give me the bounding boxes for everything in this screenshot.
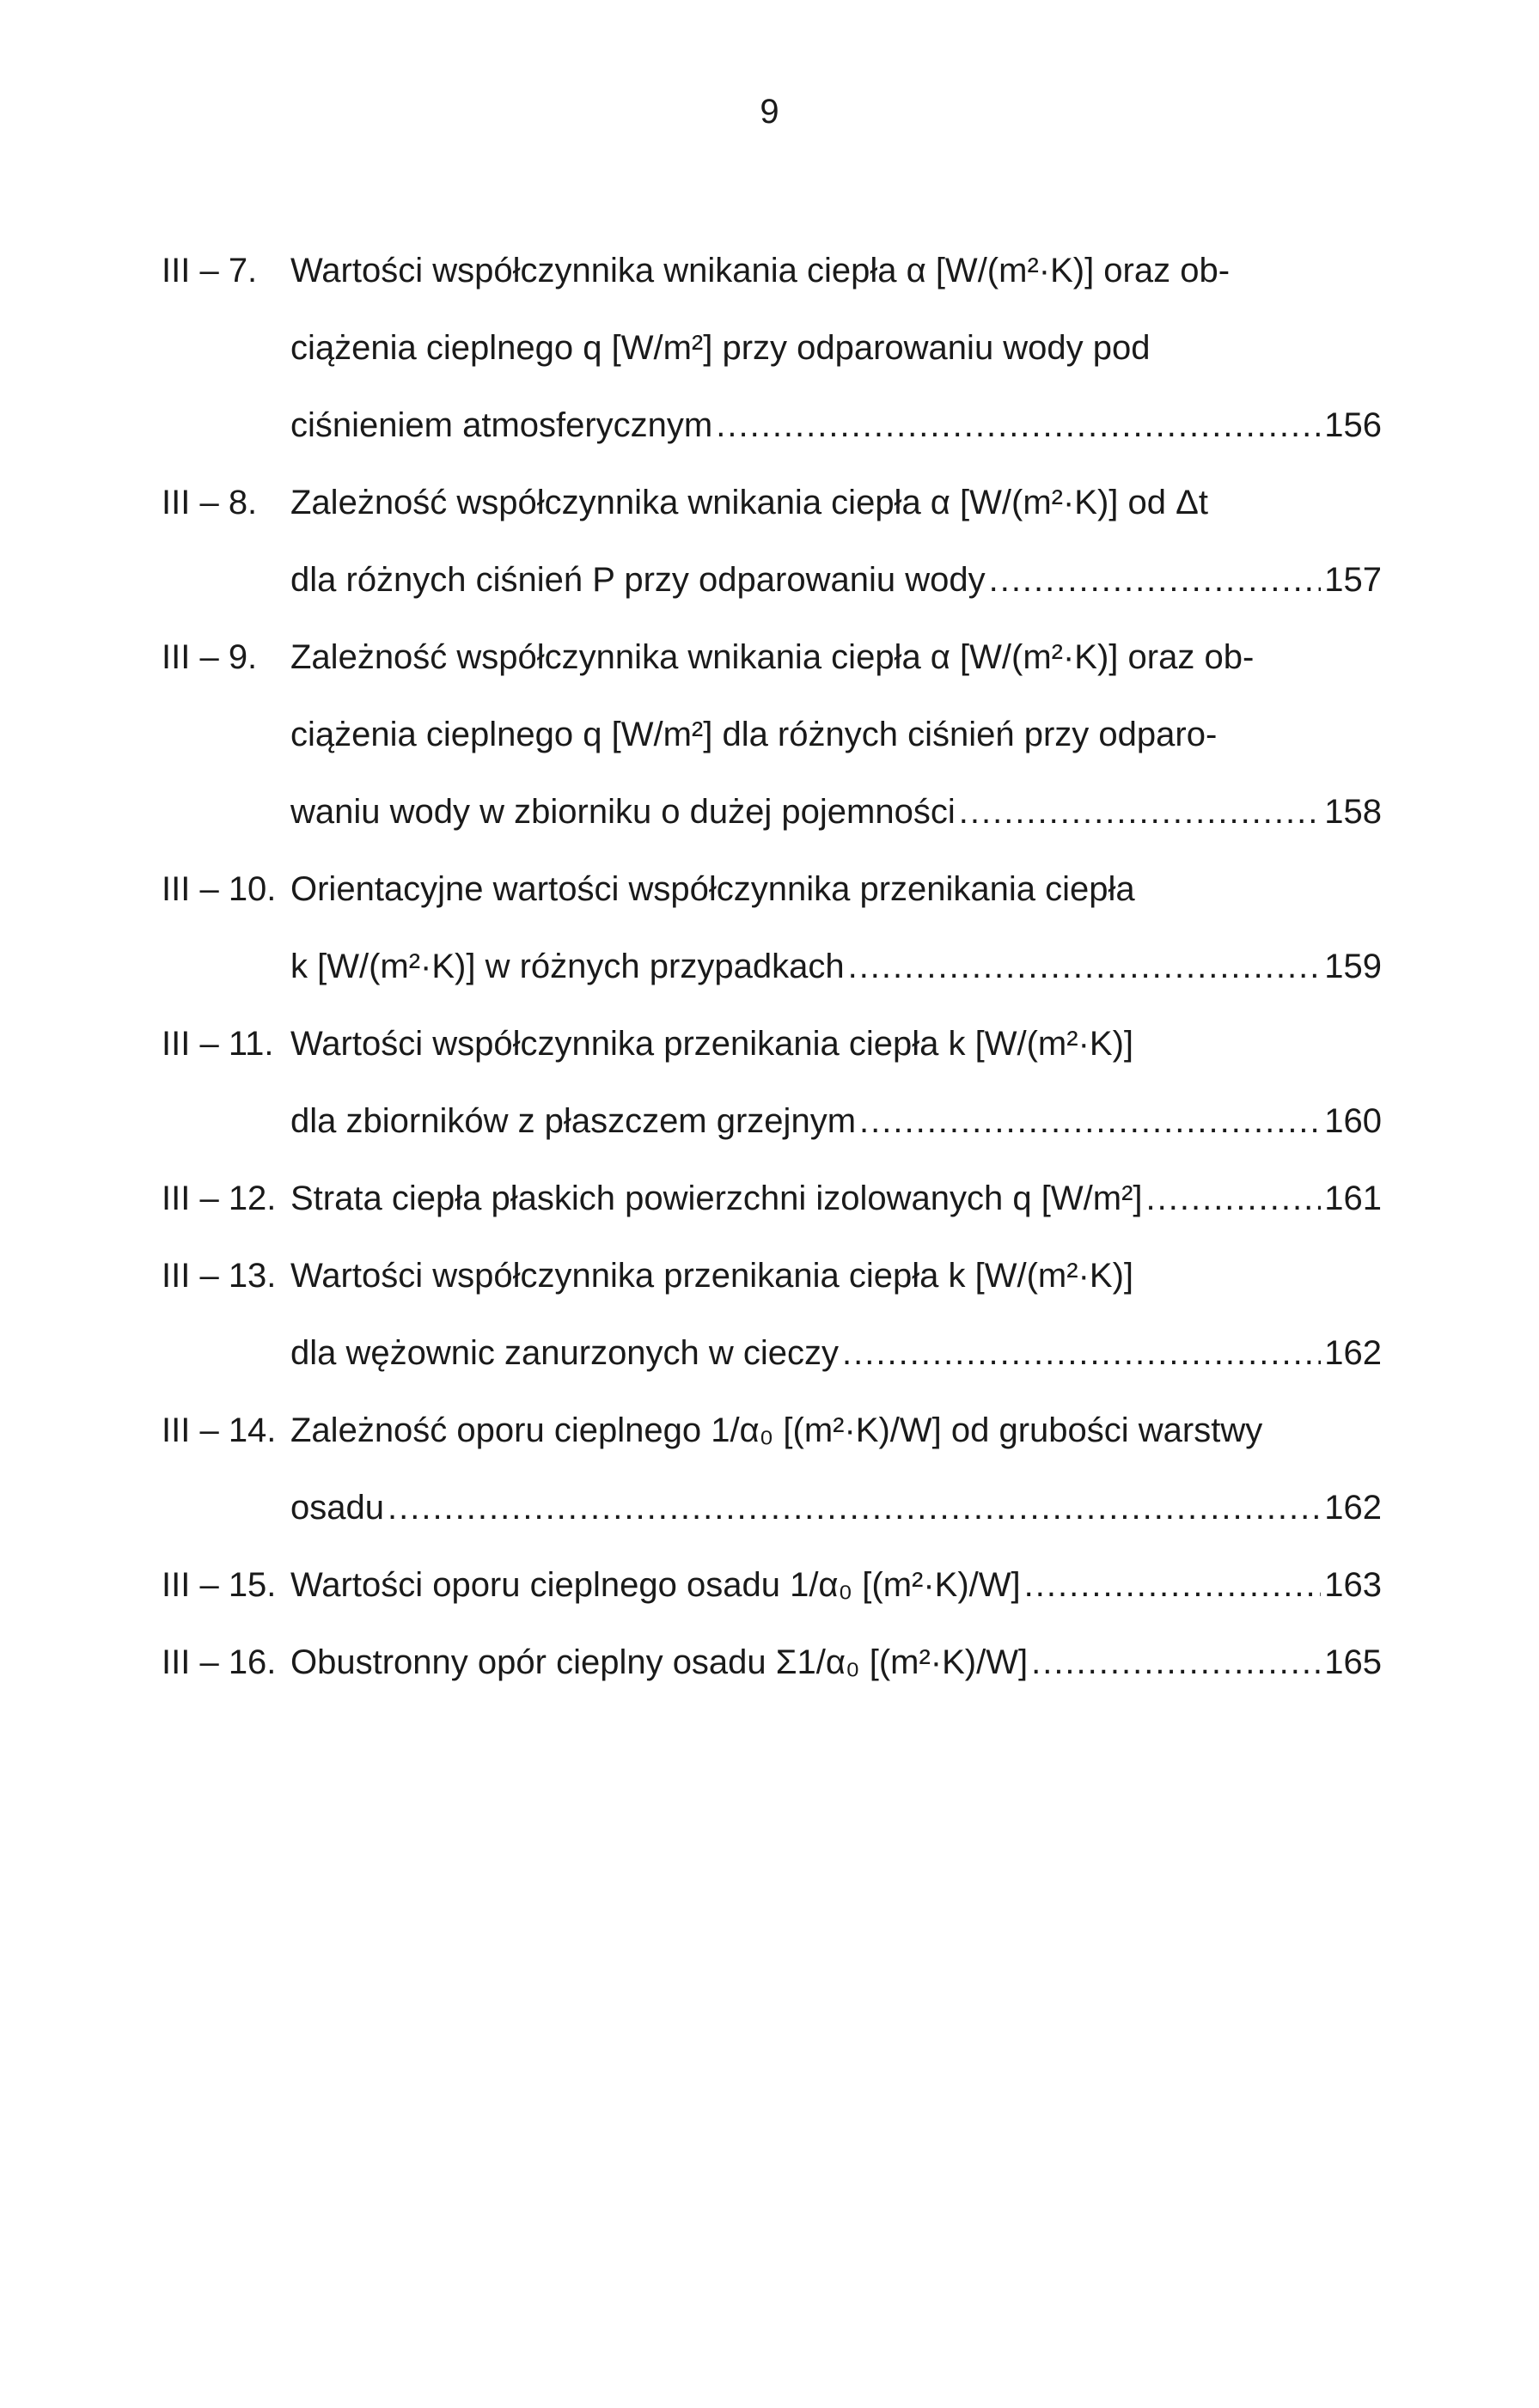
leader-dots <box>716 387 1321 464</box>
entry-number: III – 7. <box>162 252 258 290</box>
leader-dots <box>989 541 1322 619</box>
entry-number: III – 12. <box>162 1180 277 1217</box>
entry-title-last: dla różnych ciśnień P przy odparowaniu wody <box>290 561 986 599</box>
entry-page: 163 <box>1324 1566 1382 1604</box>
page-number: 9 <box>760 93 779 131</box>
toc-entry <box>153 1624 1382 1701</box>
entry-title-last: dla wężownic zanurzonych w cieczy <box>290 1334 840 1372</box>
entry-number: III – 15. <box>162 1566 277 1604</box>
toc-entry <box>153 619 1382 850</box>
toc-entry <box>153 1237 1382 1392</box>
entry-title-line: Zależność oporu cieplnego 1/α₀ [(m²·K)/W] od grubości warstwy <box>290 1411 1263 1449</box>
entry-number: III – 16. <box>162 1643 277 1681</box>
leader-dots <box>1031 1624 1321 1701</box>
entry-page: 160 <box>1324 1102 1382 1140</box>
leader-dots <box>959 773 1322 850</box>
toc-entry <box>153 464 1382 619</box>
entry-title-line: Wartości współczynnika przenikania ciepła k [W/(m²·K)] <box>290 1025 1133 1063</box>
entry-page: 161 <box>1324 1180 1382 1217</box>
entry-page: 158 <box>1324 793 1382 831</box>
toc-entry <box>153 1392 1382 1546</box>
entry-title-line: Zależność współczynnika wnikania ciepła α [W/(m²·K)] oraz ob- <box>290 638 1255 676</box>
entry-title-line: Zależność współczynnika wnikania ciepła α [W/(m²·K)] od Δt <box>290 484 1208 521</box>
entry-title-line: ciążenia cieplnego q [W/m²] przy odparowaniu wody pod <box>290 329 1151 367</box>
entry-title-last: osadu <box>290 1489 384 1527</box>
leader-dots <box>388 1469 1321 1546</box>
entry-page: 157 <box>1324 561 1382 599</box>
entry-title-last: Obustronny opór cieplny osadu Σ1/α₀ [(m²·K)/W] <box>290 1643 1029 1681</box>
entry-title-last: k [W/(m²·K)] w różnych przypadkach <box>290 948 845 985</box>
leader-dots <box>848 928 1322 1005</box>
entry-page: 159 <box>1324 948 1382 985</box>
entry-title-last: Wartości oporu cieplnego osadu 1/α₀ [(m²·K)/W] <box>290 1566 1021 1604</box>
entry-page: 165 <box>1324 1643 1382 1681</box>
entry-title-last: dla zbiorników z płaszczem grzejnym <box>290 1102 857 1140</box>
entry-title-last: ciśnieniem atmosferycznym <box>290 406 713 444</box>
entry-number: III – 8. <box>162 484 258 521</box>
entry-title-line: ciążenia cieplnego q [W/m²] dla różnych ciśnień przy odparo- <box>290 716 1218 753</box>
toc-entry <box>153 1160 1382 1237</box>
entry-number: III – 13. <box>162 1257 277 1295</box>
entry-title-last: waniu wody w zbiorniku o dużej pojemności <box>290 793 956 831</box>
entry-title-line: Wartości współczynnika przenikania ciepła k [W/(m²·K)] <box>290 1257 1133 1295</box>
toc-entry <box>153 850 1382 1005</box>
leader-dots <box>1146 1160 1322 1237</box>
toc-entry <box>153 1005 1382 1160</box>
entry-title-line: Wartości współczynnika wnikania ciepła α [W/(m²·K)] oraz ob- <box>290 252 1231 290</box>
entry-number: III – 9. <box>162 638 258 676</box>
table-of-contents <box>153 232 1382 1701</box>
entry-title-line: Orientacyjne wartości współczynnika przenikania ciepła <box>290 870 1135 908</box>
leader-dots <box>859 1082 1321 1160</box>
entry-number: III – 11. <box>162 1025 274 1063</box>
leader-dots <box>1024 1546 1322 1624</box>
entry-title-last: Strata ciepła płaskich powierzchni izolowanych q [W/m²] <box>290 1180 1143 1217</box>
entry-number: III – 14. <box>162 1411 277 1449</box>
entry-page: 156 <box>1324 406 1382 444</box>
leader-dots <box>842 1314 1321 1392</box>
entry-page: 162 <box>1324 1334 1382 1372</box>
toc-entry <box>153 1546 1382 1624</box>
entry-number: III – 10. <box>162 870 277 908</box>
toc-entry <box>153 232 1382 464</box>
entry-page: 162 <box>1324 1489 1382 1527</box>
